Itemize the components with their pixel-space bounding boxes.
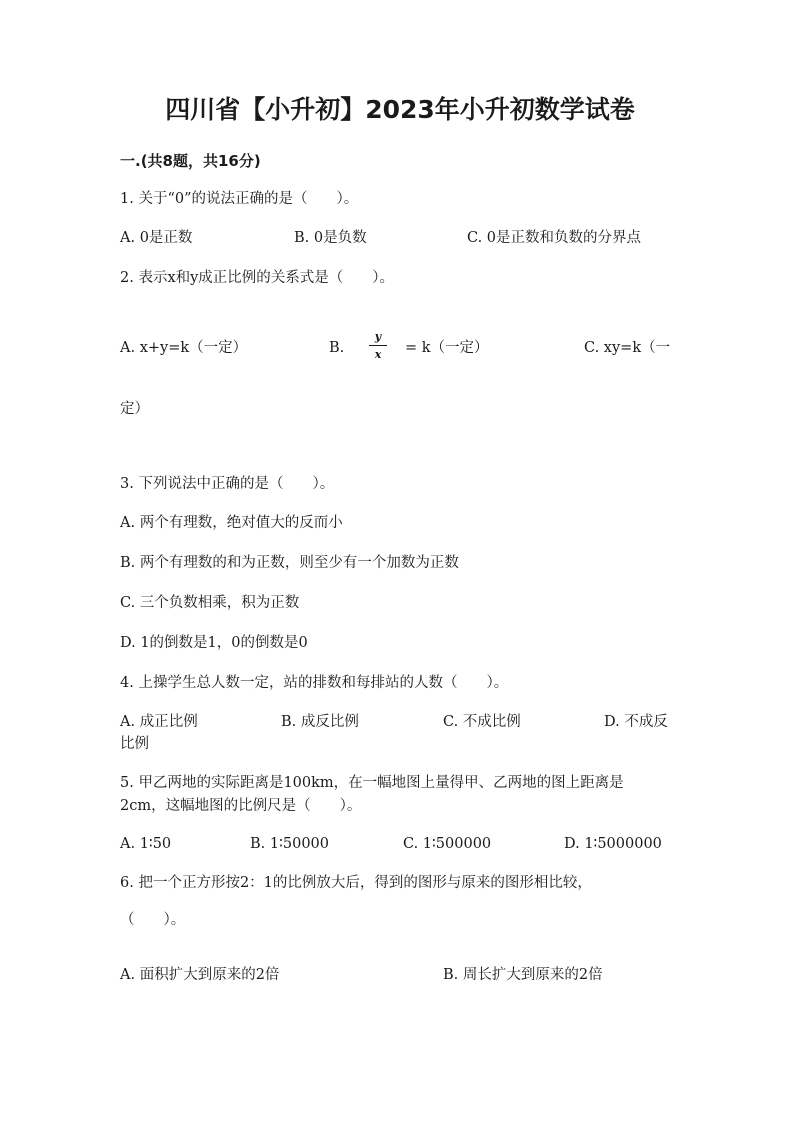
fraction-denominator: x [374,348,382,361]
question-1-option-b: B. 0是负数 [294,230,367,246]
question-5-option-c: C. 1∶500000 [403,836,492,852]
question-4-stem: 4. 上操学生总人数一定，站的排数和每排站的人数（ ）。 [120,675,509,691]
fraction-y-over-x [367,330,389,361]
question-1-option-a: A. 0是正数 [120,230,193,246]
question-4-option-d-continued: 比例 [120,736,149,752]
question-3-option-b: B. 两个有理数的和为正数，则至少有一个加数为正数 [120,555,459,571]
question-2-option-b-label: B. [329,340,345,356]
question-2-option-b-rest: = k（一定） [405,340,489,356]
section-heading: 一.(共8题，共16分) [120,152,261,170]
question-2-option-c-continued: 定） [120,401,149,417]
question-5-option-b: B. 1∶50000 [250,836,329,852]
question-2-stem: 2. 表示x和y成正比例的关系式是（ ）。 [120,270,395,286]
question-5-stem-line-2: 2cm，这幅地图的比例尺是（ ）。 [120,798,362,814]
question-5-option-a: A. 1∶50 [120,836,172,852]
question-4-option-b: B. 成反比例 [281,714,359,730]
question-3-stem: 3. 下列说法中正确的是（ ）。 [120,476,335,492]
question-3-option-a: A. 两个有理数，绝对值大的反而小 [120,515,343,531]
question-4-option-a: A. 成正比例 [120,714,198,730]
question-6-stem-line-1: 6. 把一个正方形按2：1的比例放大后，得到的图形与原来的图形相比较， [120,875,592,891]
question-6-option-b: B. 周长扩大到原来的2倍 [443,967,603,983]
question-5-stem-line-1: 5. 甲乙两地的实际距离是100km，在一幅地图上量得甲、乙两地的图上距离是 [120,775,624,791]
question-5-option-d: D. 1∶5000000 [564,836,662,852]
question-3-option-c: C. 三个负数相乘，积为正数 [120,595,300,611]
question-2-option-a: A. x+y=k（一定） [120,340,248,356]
page-title: 四川省【小升初】2023年小升初数学试卷 [165,95,635,124]
fraction-numerator: y [374,330,382,343]
question-1-option-c: C. 0是正数和负数的分界点 [467,230,642,246]
question-3-option-d: D. 1的倒数是1，0的倒数是0 [120,635,308,651]
question-6-stem-line-2: （ ）。 [120,912,186,928]
question-6-option-a: A. 面积扩大到原来的2倍 [120,967,280,983]
fraction-bar [369,345,387,346]
question-4-option-d: D. 不成反 [604,714,668,730]
question-4-option-c: C. 不成比例 [443,714,521,730]
question-1-stem: 1. 关于“0”的说法正确的是（ ）。 [120,191,359,207]
question-2-option-c: C. xy=k（一 [584,340,671,356]
